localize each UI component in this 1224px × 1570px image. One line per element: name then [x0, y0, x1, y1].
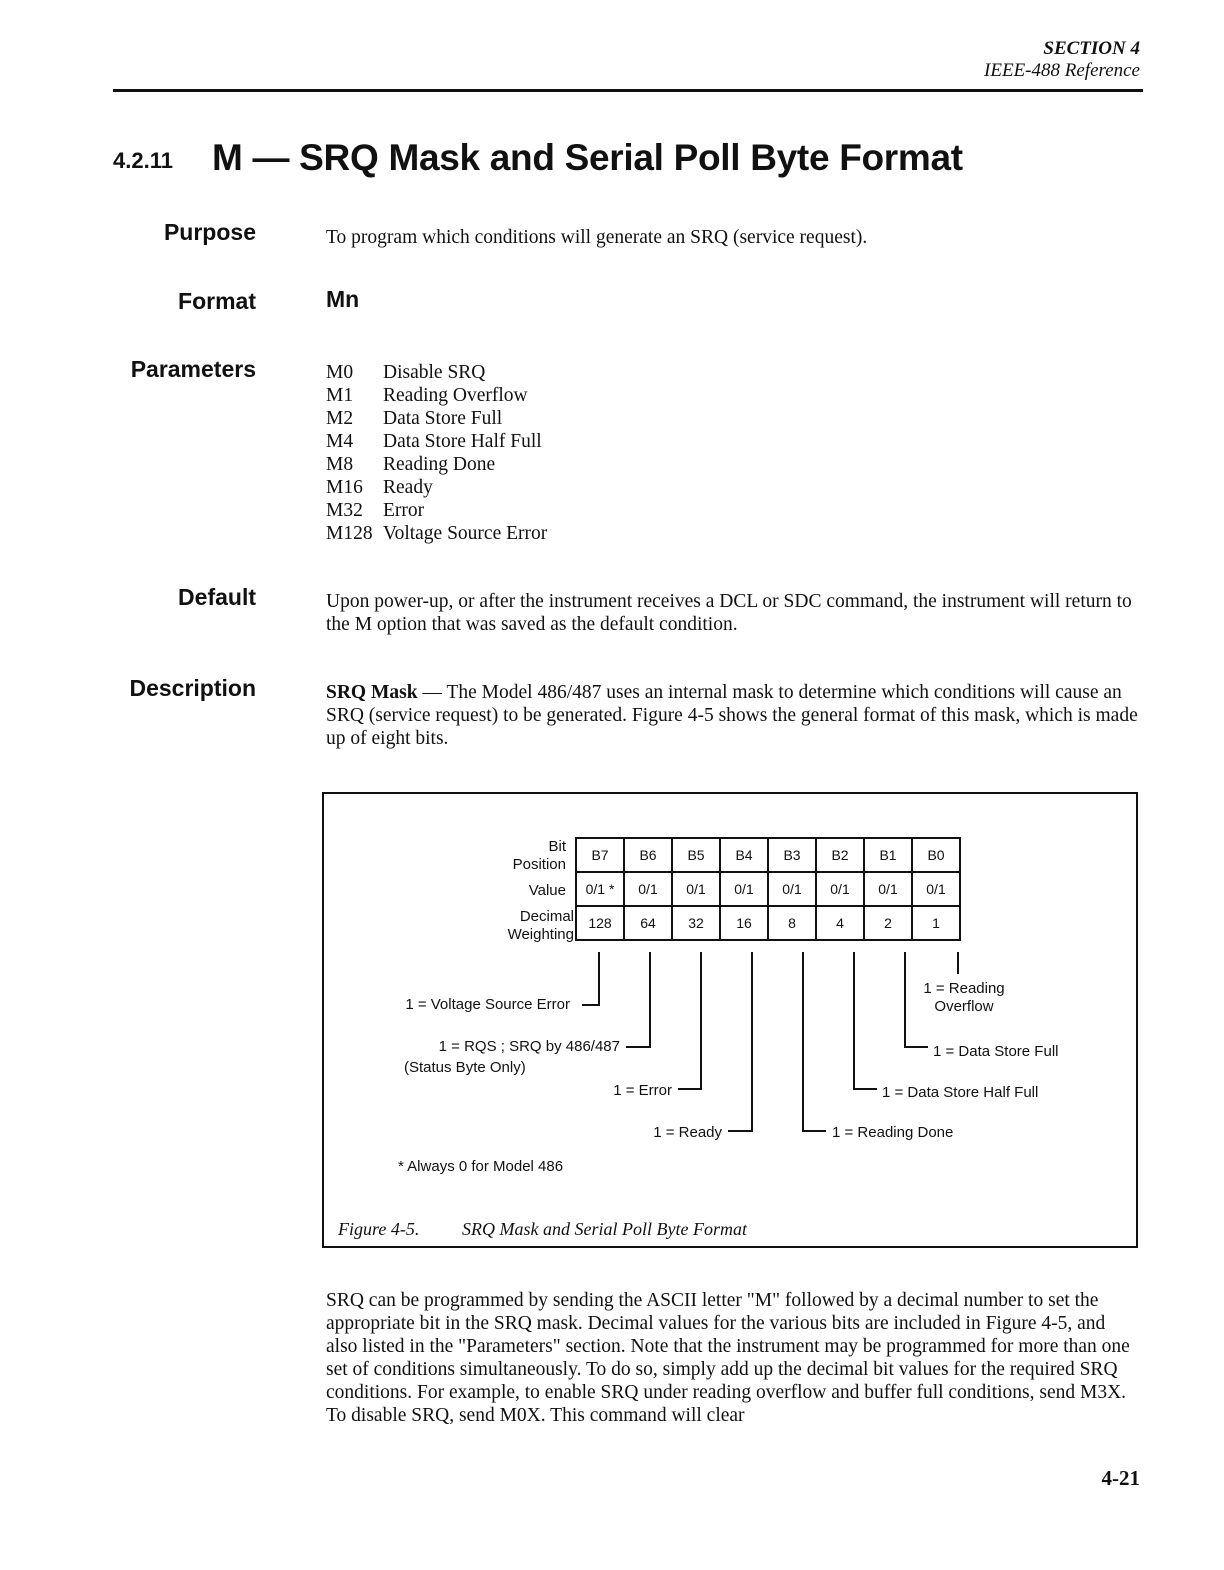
row-label-weighting: [508, 908, 574, 944]
param-row: [326, 407, 547, 430]
leader-b2: [853, 952, 855, 1090]
page-number: 4-21: [1101, 1466, 1140, 1490]
annotation-b6: 1 = RQS ; SRQ by 486/487: [438, 1038, 620, 1055]
bit-cell: B6: [624, 838, 672, 872]
annotation-b2: 1 = Data Store Half Full: [882, 1084, 1039, 1101]
row-label-bit-position: [513, 838, 566, 874]
bit-cell: B3: [768, 838, 816, 872]
annotation-b6-note: (Status Byte Only): [404, 1059, 526, 1076]
weight-cell: 8: [768, 906, 816, 940]
value-cell: 0/1: [624, 872, 672, 906]
leader-b7: [598, 952, 600, 1006]
purpose-text: To program which conditions will generate an SRQ (service request).: [326, 227, 868, 248]
closing-paragraph: SRQ can be programmed by sending the ASCII letter "M" followed by a decimal number to set the appropriate bit in the SRQ mask. Decimal values for the various bits are included in Figure 4-5, and also listed in the "Parameters" section. Note that the instrument may be programmed for more than one set of conditions simultaneously. To do so, simply add up the decimal bit values for the required SRQ conditions. For example, to enable SRQ under reading overflow and buffer full conditions, send M3X. To disable SRQ, send M0X. This command will clear: [326, 1290, 1130, 1426]
header-rule: [113, 89, 1143, 92]
param-desc: Reading Done: [383, 454, 496, 475]
value-cell: 0/1: [912, 872, 960, 906]
value-cell: 0/1: [720, 872, 768, 906]
value-cell: 0/1: [864, 872, 912, 906]
param-code: M2: [326, 408, 354, 429]
description-label: Description: [129, 675, 256, 701]
header-subtitle: IEEE-488 Reference: [984, 60, 1140, 81]
param-row: [326, 522, 547, 545]
bit-cell: B2: [816, 838, 864, 872]
row-label-bit: Bit: [548, 838, 566, 855]
weighting-row: [576, 906, 960, 940]
header-section: SECTION 4: [1043, 38, 1140, 59]
figure-4-5: [322, 792, 1138, 1248]
bit-cell: B5: [672, 838, 720, 872]
leader-b3: [802, 952, 804, 1132]
figure-footnote: * Always 0 for Model 486: [398, 1158, 564, 1175]
param-code: M8: [326, 454, 354, 475]
value-cell: 0/1: [816, 872, 864, 906]
param-code: M0: [326, 362, 354, 383]
annotation-b3: 1 = Reading Done: [832, 1124, 954, 1141]
weight-cell: 16: [720, 906, 768, 940]
section-number: 4.2.11: [113, 148, 173, 173]
parameters-list: [326, 361, 547, 545]
value-cell: 0/1 *: [576, 872, 624, 906]
weight-cell: 128: [576, 906, 624, 940]
param-code: M16: [326, 477, 363, 498]
annotation-b0: [919, 980, 1009, 1016]
param-code: M4: [326, 431, 354, 452]
bit-cell: B0: [912, 838, 960, 872]
param-code: M128: [326, 523, 373, 544]
weight-cell: 4: [816, 906, 864, 940]
leader-b4-h: [728, 1130, 753, 1132]
description-text: [326, 681, 1142, 750]
param-desc: Error: [383, 500, 425, 521]
default-text: Upon power-up, or after the instrument receives a DCL or SDC command, the instrument will return to the M option that was saved as the default condition.: [326, 591, 1132, 635]
leader-b6-h: [626, 1046, 651, 1048]
param-row: [326, 453, 547, 476]
param-desc: Voltage Source Error: [383, 523, 548, 544]
param-desc: Data Store Full: [383, 408, 503, 429]
param-row: [326, 361, 547, 384]
leader-b6: [649, 952, 651, 1048]
annotation-b5: 1 = Error: [613, 1082, 672, 1099]
weight-cell: 1: [912, 906, 960, 940]
figure-caption: [338, 1219, 747, 1240]
param-code: M1: [326, 385, 354, 406]
bit-cell: B4: [720, 838, 768, 872]
weight-cell: 2: [864, 906, 912, 940]
bit-cell: B1: [864, 838, 912, 872]
bit-position-row: [576, 838, 960, 872]
param-row: [326, 430, 547, 453]
leader-b1-h: [904, 1046, 928, 1048]
annotation-b0-line1: 1 = Reading: [923, 980, 1005, 997]
annotation-b4: 1 = Ready: [653, 1124, 722, 1141]
value-row: [576, 872, 960, 906]
annotation-b7: 1 = Voltage Source Error: [405, 996, 570, 1013]
leader-b0: [957, 952, 959, 974]
row-label-value: Value: [528, 882, 566, 899]
description-body: — The Model 486/487 uses an internal mask to determine which conditions will cause an SRQ (service request) to be generated. Figure 4-5 shows the general format of this mask, which is made up of eight bits.: [326, 682, 1138, 749]
value-cell: 0/1: [672, 872, 720, 906]
leader-b1: [904, 952, 906, 1048]
weight-cell: 32: [672, 906, 720, 940]
bit-cell: B7: [576, 838, 624, 872]
row-label-position: Position: [512, 856, 566, 873]
weight-cell: 64: [624, 906, 672, 940]
value-cell: 0/1: [768, 872, 816, 906]
leader-b2-h: [853, 1088, 877, 1090]
figure-caption-title: SRQ Mask and Serial Poll Byte Format: [462, 1219, 747, 1239]
bit-table: [575, 837, 961, 941]
param-desc: Disable SRQ: [383, 362, 486, 383]
param-row: [326, 384, 547, 407]
figure-caption-number: Figure 4-5.: [338, 1219, 420, 1239]
leader-b7-h: [582, 1004, 600, 1006]
format-label: Format: [178, 288, 256, 314]
param-desc: Reading Overflow: [383, 385, 528, 406]
param-row: [326, 476, 547, 499]
srq-mask-lead: SRQ Mask: [326, 682, 418, 703]
leader-b3-h: [802, 1130, 826, 1132]
param-desc: Ready: [383, 477, 433, 498]
param-code: M32: [326, 500, 363, 521]
annotation-b0-line2: Overflow: [934, 998, 994, 1015]
leader-b4: [751, 952, 753, 1132]
format-text: Mn: [326, 286, 360, 312]
row-label-decimal: Decimal: [519, 908, 574, 925]
param-desc: Data Store Half Full: [383, 431, 542, 452]
annotation-b1: 1 = Data Store Full: [933, 1043, 1059, 1060]
page-title: M — SRQ Mask and Serial Poll Byte Format: [212, 137, 963, 178]
leader-b5: [700, 952, 702, 1090]
leader-b5-h: [678, 1088, 702, 1090]
default-label: Default: [178, 584, 256, 610]
param-row: [326, 499, 547, 522]
row-label-weighting-text: Weighting: [507, 926, 574, 943]
parameters-label: Parameters: [130, 356, 256, 382]
purpose-label: Purpose: [163, 219, 256, 245]
